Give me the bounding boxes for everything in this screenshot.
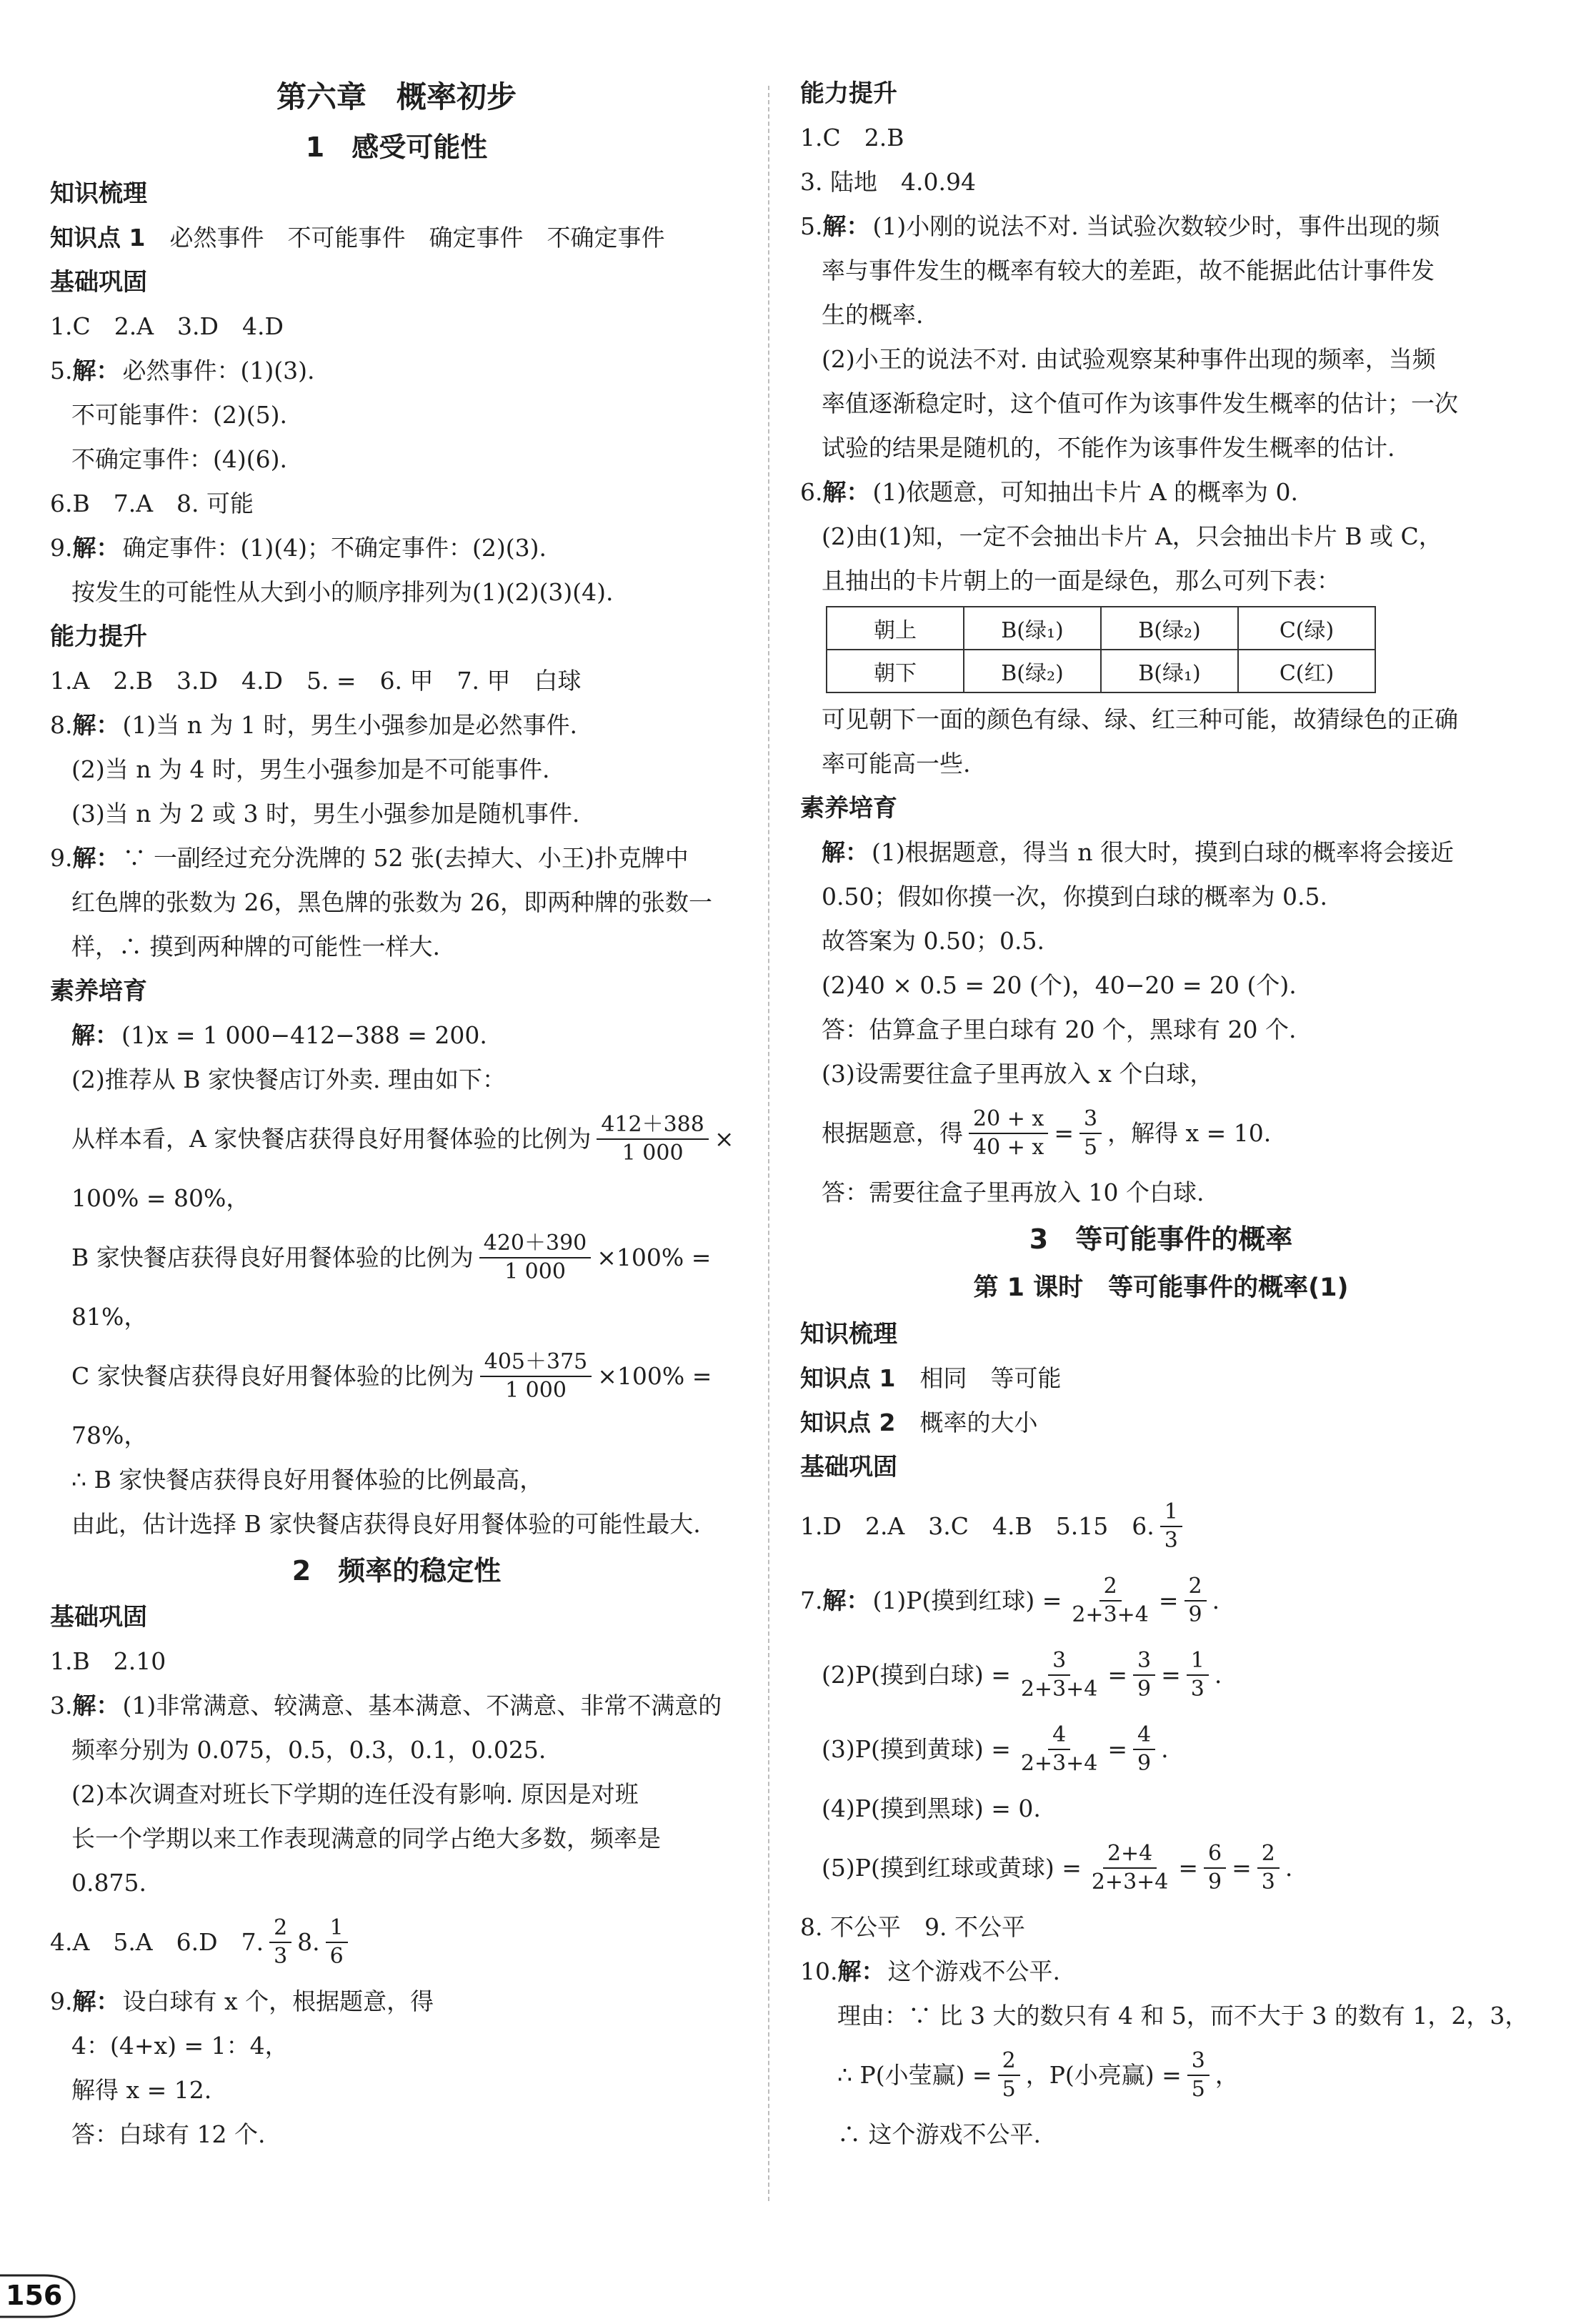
answer-line: [800, 1638, 1522, 1712]
answer-line: [50, 304, 743, 349]
answer-text: (4)P(摸到黑球) = 0.: [822, 1794, 1041, 1822]
fraction: [1187, 1649, 1209, 1702]
fraction-denominator: 5: [1002, 2077, 1016, 2102]
section-title: 1 感受可能性: [305, 131, 488, 163]
answer-text: (2)由(1)知，一定不会抽出卡片 A，只会抽出卡片 B 或 C，: [822, 522, 1442, 550]
answer-line: [50, 570, 743, 615]
answer-line: [50, 1905, 743, 1980]
answer-text: ，P(小亮赢) =: [1025, 2061, 1182, 2089]
answer-text: 可见朝下一面的颜色有绿、绿、红三种可能，故猜绿色的正确: [822, 705, 1458, 733]
answer-line: [50, 925, 743, 969]
fraction-denominator: 2+3+4: [1072, 1602, 1149, 1627]
answer-line: [50, 1772, 743, 1817]
answer-text: ∵ 一副经过充分洗牌的 52 张(去掉大、小王)扑克牌中: [122, 844, 689, 872]
answer-line: [50, 482, 743, 526]
right-column-bottom: [800, 697, 1529, 2157]
answer-line: [800, 559, 1522, 603]
lesson-title: 第 1 课时 等可能事件的概率(1): [973, 1273, 1349, 1302]
answer-line: [800, 337, 1522, 382]
fraction: [998, 2049, 1020, 2102]
answer-line: [800, 116, 1522, 160]
answer-line: [800, 204, 1522, 249]
section-heading: 素养培育: [50, 977, 147, 1005]
answer-line: [800, 1096, 1522, 1171]
answer-text: 6.B 7.A 8. 可能: [50, 490, 254, 517]
fraction-numerator: 2+4: [1103, 1842, 1157, 1869]
fraction-numerator: 1: [1160, 1500, 1182, 1527]
answer-line: [50, 1639, 743, 1684]
answer-text: 答：估算盒子里白球有 20 个，黑球有 20 个.: [822, 1015, 1297, 1043]
answer-line: [50, 1458, 743, 1502]
fraction: [1160, 1500, 1182, 1553]
answer-line: [800, 875, 1522, 919]
fraction-denominator: 1 000: [622, 1141, 684, 1166]
section-heading: 能力提升: [800, 79, 897, 108]
fraction-numerator: 4: [1048, 1723, 1070, 1750]
answer-line: [50, 748, 743, 792]
answer-line: [800, 1787, 1522, 1831]
answer-line: [50, 792, 743, 836]
answer-line: [50, 880, 743, 925]
answer-text: 0.875.: [71, 1869, 146, 1897]
answer-text: (3)P(摸到黄球) =: [822, 1735, 1011, 1763]
answer-line: [800, 160, 1522, 204]
answer-text: (2)推荐从 B 家快餐店订外卖. 理由如下：: [71, 1066, 506, 1093]
card-table-cell: B(绿₂): [1101, 607, 1238, 650]
question-number: 9.: [50, 1987, 73, 2015]
solution-label: 解：: [72, 1987, 120, 2015]
fraction-numerator: 3: [1079, 1107, 1102, 1134]
answer-text: ∴ B 家快餐店获得良好用餐体验的比例最高，: [71, 1466, 544, 1494]
solution-label: 解：: [72, 711, 120, 739]
answer-text: 由此，估计选择 B 家快餐店获得良好用餐体验的可能性最大.: [71, 1510, 701, 1538]
equals-sign: =: [1158, 1586, 1179, 1614]
answer-text: (3)当 n 为 2 或 3 时，男生小强参加是随机事件.: [71, 800, 580, 828]
answer-line: [50, 1339, 743, 1414]
fraction-denominator: 3: [1164, 1528, 1178, 1553]
fraction-numerator: 20 + x: [969, 1107, 1048, 1134]
page-number: 156: [6, 2280, 63, 2311]
answer-line: [800, 1905, 1522, 1950]
answer-text: 0.50；假如你摸一次，你摸到白球的概率为 0.5.: [822, 883, 1327, 910]
fraction: [1133, 1649, 1155, 1702]
answer-line: [800, 697, 1522, 742]
answer-text: (2)当 n 为 4 时，男生小强参加是不可能事件.: [71, 755, 550, 783]
answer-text: 理由：∵ 比 3 大的数只有 4 和 5，而不大于 3 的数有 1，2，3，: [837, 2002, 1529, 2030]
card-table-cell: C(红): [1238, 650, 1375, 692]
solution-label: 解：: [71, 1021, 119, 1049]
answer-text: 生的概率.: [822, 301, 924, 329]
section-heading: 基础巩固: [800, 1453, 897, 1481]
knowledge-point-label: 知识点 2: [800, 1409, 896, 1436]
answer-line: [50, 216, 743, 260]
fraction-numerator: 2: [1099, 1574, 1122, 1602]
solution-label: 解：: [837, 1957, 885, 1985]
fraction-numerator: 2: [1257, 1842, 1280, 1869]
fraction: [480, 1350, 592, 1403]
knowledge-point-text: 相同 等可能: [919, 1364, 1062, 1392]
question-number: 5.: [800, 212, 823, 240]
answer-text: (2)本次调查对班长下学期的连任没有影响. 原因是对班: [71, 1780, 639, 1808]
card-table-row: [827, 650, 1375, 692]
fraction-numerator: 2: [269, 1916, 291, 1943]
fraction: [1067, 1574, 1153, 1627]
fraction: [1187, 2049, 1210, 2102]
left-column: [50, 71, 743, 2157]
section-heading: 基础巩固: [50, 1603, 147, 1632]
answer-text: (1)根据题意，得当 n 很大时，摸到白球的概率将会接近: [872, 838, 1454, 866]
answer-text: (2)小王的说法不对. 由试验观察某种事件出现的频率，当频: [822, 345, 1436, 373]
answer-line: [800, 1489, 1522, 1564]
answer-text: 设白球有 x 个，根据题意，得: [122, 1987, 434, 2015]
answer-text: 1.B 2.10: [50, 1647, 166, 1675]
answer-text: 试验的结果是随机的，不能作为该事件发生概率的估计.: [822, 434, 1395, 462]
question-number: 10.: [800, 1957, 838, 1985]
answer-line: [50, 1295, 743, 1339]
fraction-denominator: 2+3+4: [1091, 1869, 1169, 1895]
answer-text: (2)P(摸到白球) =: [822, 1661, 1011, 1689]
answer-line: [50, 703, 743, 748]
answer-line: [50, 1502, 743, 1546]
chapter-title: 第六章 概率初步: [276, 79, 517, 114]
fraction: [1257, 1842, 1280, 1895]
card-table-cell: B(绿₁): [1101, 650, 1238, 692]
equals-sign: =: [1054, 1119, 1074, 1147]
fraction-numerator: 3: [1187, 2049, 1210, 2076]
answer-text: 不确定事件：(4)(6).: [71, 445, 287, 473]
answer-text: 81%，: [71, 1303, 148, 1331]
fraction: [1204, 1842, 1226, 1895]
answer-text: ∴ 这个游戏不公平.: [837, 2120, 1041, 2148]
section-heading: 知识梳理: [800, 1320, 897, 1349]
answer-text: 根据题意，得: [822, 1119, 963, 1147]
fraction-numerator: 412＋388: [597, 1113, 709, 1140]
answer-line: [800, 1171, 1522, 1215]
answer-text: ，: [1215, 2061, 1239, 2089]
answer-text: 1.C 2.B: [800, 124, 904, 152]
answer-text: 1.D 2.A 3.C 4.B 5.15 6.: [800, 1512, 1154, 1540]
answer-line: [50, 526, 743, 570]
fraction-numerator: 6: [1204, 1842, 1226, 1869]
answer-text: 红色牌的张数为 26，黑色牌的张数为 26，即两种牌的张数一: [71, 888, 712, 916]
fraction: [1133, 1723, 1155, 1776]
answer-line: [50, 1176, 743, 1221]
fraction-numerator: 1: [326, 1916, 348, 1943]
answer-text: 4：(4+x) = 1：4，: [71, 2032, 289, 2060]
answer-text: ×100% =: [597, 1362, 712, 1390]
answer-text: 这个游戏不公平.: [887, 1957, 1060, 1985]
card-table-row: [827, 607, 1375, 650]
answer-line: [800, 426, 1522, 470]
column-divider: [768, 86, 769, 2201]
answer-line: [800, 1008, 1522, 1052]
answer-line: [800, 742, 1522, 786]
answer-text: ，解得 x = 10.: [1107, 1119, 1272, 1147]
answer-text: .: [1212, 1586, 1220, 1614]
answer-line: [50, 349, 743, 393]
answer-text: (1)小刚的说法不对. 当试验次数较少时，事件出现的频: [872, 212, 1440, 240]
fraction: [1087, 1842, 1173, 1895]
answer-text: 78%，: [71, 1421, 148, 1449]
fraction-denominator: 2+3+4: [1020, 1677, 1098, 1702]
fraction-denominator: 9: [1137, 1677, 1152, 1702]
solution-label: 解：: [72, 357, 120, 384]
answer-text: 确定事件：(1)(4)；不确定事件：(2)(3).: [122, 534, 547, 562]
equals-sign: =: [1161, 1661, 1181, 1689]
question-number: 6.: [800, 478, 823, 506]
answer-line: [50, 1728, 743, 1772]
answer-line: [50, 1817, 743, 1861]
knowledge-point-label: 知识点 1: [50, 224, 146, 252]
answer-line: [800, 470, 1522, 515]
answer-text: (1)依题意，可知抽出卡片 A 的概率为 0.: [872, 478, 1299, 506]
solution-label: 解：: [72, 844, 120, 872]
answer-text: (3)设需要往盒子里再放入 x 个白球，: [822, 1060, 1214, 1088]
answer-line: [800, 1712, 1522, 1787]
answer-line: [800, 2112, 1522, 2157]
fraction-denominator: 5: [1083, 1135, 1098, 1160]
answer-text: 率可能高一些.: [822, 750, 971, 778]
answer-text: 长一个学期以来工作表现满意的同学占绝大多数，频率是: [71, 1824, 661, 1852]
fraction-denominator: 9: [1188, 1602, 1202, 1627]
fraction-denominator: 5: [1191, 2077, 1205, 2102]
section-heading: 知识梳理: [50, 179, 147, 208]
card-table-cell: 朝下: [827, 650, 964, 692]
fraction: [1185, 1574, 1207, 1627]
section-heading: 基础巩固: [50, 268, 147, 297]
answer-text: 从样本看，A 家快餐店获得良好用餐体验的比例为: [71, 1125, 592, 1153]
answer-line: [50, 836, 743, 880]
solution-label: 解：: [822, 1586, 870, 1614]
fraction: [1017, 1649, 1102, 1702]
solution-label: 解：: [822, 212, 870, 240]
answer-text: 4.A 5.A 6.D 7.: [50, 1928, 264, 1956]
answer-line: [800, 515, 1522, 559]
answer-text: 100% = 80%，: [71, 1184, 250, 1212]
right-column-top: [800, 71, 1522, 603]
answer-text: (1)非常满意、较满意、基本满意、不满意、非常不满意的: [122, 1692, 722, 1719]
fraction-denominator: 3: [274, 1944, 288, 1969]
card-table: [826, 606, 1376, 693]
right-column: [800, 71, 1529, 2157]
fraction-numerator: 1: [1187, 1649, 1209, 1676]
answer-line: [50, 1221, 743, 1295]
question-number: 8.: [50, 711, 73, 739]
fraction-numerator: 405＋375: [480, 1350, 592, 1377]
answer-line: [50, 1684, 743, 1728]
answer-text: 答：需要往盒子里再放入 10 个白球.: [822, 1178, 1205, 1206]
answer-text: 8.: [297, 1928, 320, 1956]
answer-text: C 家快餐店获得良好用餐体验的比例为: [71, 1362, 474, 1390]
solution-label: 解：: [822, 838, 869, 866]
fraction-numerator: 4: [1133, 1723, 1155, 1750]
knowledge-point-label: 知识点 1: [800, 1364, 896, 1392]
answer-line: [50, 1414, 743, 1458]
answer-text: .: [1214, 1661, 1222, 1689]
answer-text: 按发生的可能性从大到小的顺序排列为(1)(2)(3)(4).: [71, 578, 614, 606]
answer-text: 样，∴ 摸到两种牌的可能性一样大.: [71, 933, 440, 960]
answer-text: 不可能事件：(2)(5).: [71, 401, 287, 429]
page-number-badge: [0, 2271, 79, 2321]
fraction: [969, 1107, 1048, 1160]
answer-line: [50, 1058, 743, 1102]
fraction-denominator: 9: [1137, 1751, 1152, 1776]
answer-text: 解得 x = 12.: [71, 2076, 212, 2104]
fraction-denominator: 9: [1208, 1869, 1222, 1895]
answer-text: 率值逐渐稳定时，这个值可作为该事件发生概率的估计；一次: [822, 389, 1458, 417]
answer-text: 必然事件：(1)(3).: [122, 357, 315, 384]
card-table-cell: B(绿₂): [964, 650, 1101, 692]
answer-text: (1)当 n 为 1 时，男生小强参加是必然事件.: [122, 711, 577, 739]
answer-line: [800, 1994, 1529, 2038]
answer-text: ×: [714, 1125, 734, 1153]
answer-line: [800, 830, 1522, 875]
answer-line: [50, 2024, 743, 2068]
fraction-numerator: 3: [1048, 1649, 1070, 1676]
answer-text: (2)40 × 0.5 = 20 (个)，40−20 = 20 (个).: [822, 971, 1297, 999]
answer-line: [800, 382, 1522, 426]
fraction-denominator: 3: [1261, 1869, 1275, 1895]
solution-label: 解：: [822, 478, 870, 506]
question-number: 3.: [50, 1692, 73, 1719]
fraction-numerator: 420＋390: [479, 1231, 592, 1258]
answer-text: 故答案为 0.50；0.5.: [822, 927, 1044, 955]
answer-text: (5)P(摸到红球或黄球) =: [822, 1854, 1082, 1882]
answer-line: [800, 1356, 1522, 1401]
answer-text: .: [1285, 1854, 1293, 1882]
fraction-denominator: 1 000: [504, 1259, 566, 1284]
answer-line: [800, 1950, 1522, 1994]
question-number: 9.: [50, 534, 73, 562]
answer-text: B 家快餐店获得良好用餐体验的比例为: [71, 1243, 474, 1271]
fraction-numerator: 2: [998, 2049, 1020, 2076]
equals-sign: =: [1178, 1854, 1199, 1882]
fraction: [597, 1113, 709, 1166]
fraction: [269, 1916, 291, 1969]
fraction-denominator: 1 000: [505, 1378, 567, 1403]
fraction-numerator: 3: [1133, 1649, 1155, 1676]
answer-line: [50, 1013, 743, 1058]
answer-line: [50, 437, 743, 482]
section-title: 2 频率的稳定性: [291, 1555, 502, 1586]
fraction-denominator: 3: [1190, 1677, 1205, 1702]
card-table-cell: C(绿): [1238, 607, 1375, 650]
equals-sign: =: [1107, 1661, 1128, 1689]
answer-text: 1.C 2.A 3.D 4.D: [50, 312, 284, 340]
fraction: [479, 1231, 592, 1284]
answer-text: ×100% =: [597, 1243, 712, 1271]
answer-text: 频率分别为 0.075，0.5，0.3，0.1，0.025.: [71, 1736, 547, 1764]
answer-line: [50, 659, 743, 703]
fraction-denominator: 40 + x: [973, 1135, 1044, 1160]
knowledge-point-text: 必然事件 不可能事件 确定事件 不确定事件: [169, 224, 665, 252]
answer-text: (1)x = 1 000−412−388 = 200.: [121, 1021, 487, 1049]
card-table-cell: B(绿₁): [964, 607, 1101, 650]
answer-line: [50, 1102, 743, 1176]
answer-text: (1)P(摸到红球) =: [872, 1586, 1062, 1614]
question-number: 5.: [50, 357, 73, 384]
answer-line: [800, 1052, 1522, 1096]
answer-text: 率与事件发生的概率有较大的差距，故不能据此估计事件发: [822, 257, 1435, 284]
solution-label: 解：: [72, 1692, 120, 1719]
knowledge-point-text: 概率的大小: [919, 1409, 1038, 1436]
section-heading: 能力提升: [50, 622, 147, 651]
answer-line: [800, 1564, 1522, 1638]
answer-text: 且抽出的卡片朝上的一面是绿色，那么可列下表：: [822, 567, 1340, 595]
section-heading: 素养培育: [800, 794, 897, 823]
fraction: [1017, 1723, 1102, 1776]
equals-sign: =: [1107, 1735, 1128, 1763]
answer-text: 答：白球有 12 个.: [71, 2120, 266, 2148]
answer-text: 1.A 2.B 3.D 4.D 5. = 6. 甲 7. 甲 白球: [50, 667, 582, 695]
answer-text: .: [1161, 1735, 1169, 1763]
answer-line: [50, 2112, 743, 2157]
question-number: 9.: [50, 844, 73, 872]
fraction-numerator: 2: [1185, 1574, 1207, 1602]
answer-line: [50, 393, 743, 437]
question-number: 7.: [800, 1586, 823, 1614]
solution-label: 解：: [72, 534, 120, 562]
answer-line: [800, 963, 1522, 1008]
answer-text: ∴ P(小莹赢) =: [837, 2061, 992, 2089]
answer-line: [800, 919, 1522, 963]
answer-line: [50, 1980, 743, 2024]
answer-line: [800, 293, 1522, 337]
fraction-denominator: 2+3+4: [1020, 1751, 1098, 1776]
answer-text: 3. 陆地 4.0.94: [800, 168, 976, 196]
fraction: [1079, 1107, 1102, 1160]
answer-line: [800, 2038, 1522, 2112]
answer-line: [800, 249, 1522, 293]
answer-text: 8. 不公平 9. 不公平: [800, 1913, 1025, 1941]
fraction: [326, 1916, 348, 1969]
answer-line: [50, 1861, 743, 1905]
card-table-cell: 朝上: [827, 607, 964, 650]
answer-line: [800, 1401, 1522, 1445]
fraction-denominator: 6: [329, 1944, 344, 1969]
section-title: 3 等可能事件的概率: [1029, 1223, 1293, 1255]
answer-line: [50, 2068, 743, 2112]
answer-line: [800, 1831, 1522, 1905]
equals-sign: =: [1232, 1854, 1252, 1882]
